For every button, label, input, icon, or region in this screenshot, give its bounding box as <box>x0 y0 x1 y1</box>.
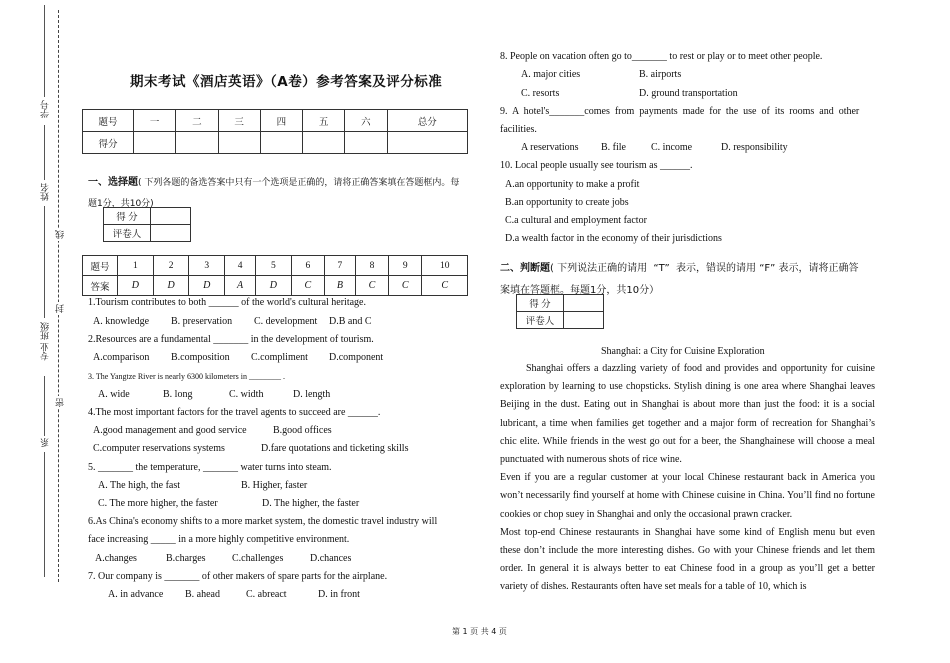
score-cell <box>260 132 302 154</box>
option: B. airports <box>639 69 682 80</box>
score-cell <box>303 132 345 154</box>
section2-instruction-cont: 案填在答题框。每题1分，共10分） <box>500 285 660 296</box>
question-number-cell: 10 <box>422 256 468 276</box>
option: D. responsibility <box>721 142 788 153</box>
option: A. wide <box>98 389 130 400</box>
option: B.charges <box>166 553 206 564</box>
option: D. ground transportation <box>639 88 738 99</box>
page-footer: 第 1 页 共 4 页 <box>452 627 507 636</box>
section2-title: 二、判断题 <box>500 263 550 274</box>
grader-label-score: 得 分 <box>517 295 564 312</box>
option: A.comparison <box>93 352 150 363</box>
answer-cell: A <box>225 276 256 296</box>
passage-paragraph: Shanghai offers a dazzling variety of food and provides and opportunity for cuisine exploration by learning to use chopsticks. Stylish dining is one area where Shanghai leaves Beijing in the dust. Eating out in Shanghai is about more than just the food: it is a social lubricant, a time when families get together and a major form of recreation for Shanghai’s chic elite. While friends in the west go out for a beer, the Shanghainese will choose a meal punctuated with numerous shots of rice wine. <box>500 363 875 466</box>
option: B. preservation <box>171 316 233 327</box>
question-number-cell: 1 <box>118 256 154 276</box>
option: D. The higher, the faster <box>262 498 360 509</box>
answer-cell: D <box>256 276 292 296</box>
gutter-rule <box>44 376 45 436</box>
gutter-label-name: 姓名 <box>40 183 50 201</box>
section2-heading <box>500 259 859 274</box>
answer-cell: C <box>389 276 422 296</box>
question-stem: 10. Local people usually see tourism as ______. <box>500 160 693 171</box>
score-header-cell: 二 <box>176 110 218 132</box>
option: D.B and C <box>329 316 372 327</box>
question-number-cell: 7 <box>325 256 356 276</box>
score-header-cell: 一 <box>134 110 176 132</box>
gutter-label-student-id: 学号 <box>40 100 50 118</box>
question-number-cell: 9 <box>389 256 422 276</box>
seal-char-secret: 密 <box>55 398 65 407</box>
answer-cell: D <box>153 276 189 296</box>
question-stem: 4.The most important factors for the travel agents to succeed are ______. <box>88 407 381 418</box>
option: C. The more higher, the faster <box>98 498 218 509</box>
section2-instruction: ( 下列说法正确的请用 “T” 表示，错误的请用 “F” 表示，请将正确答 <box>550 263 859 274</box>
grader-cell <box>564 295 604 312</box>
option: C. resorts <box>521 88 560 99</box>
option: C.computer reservations systems <box>93 443 225 454</box>
question-stem: 2.Resources are a fundamental _______ in the development of tourism. <box>88 334 374 345</box>
option: D.chances <box>310 553 352 564</box>
option: A. in advance <box>108 589 164 600</box>
question-stem-cont: facilities. <box>500 124 537 135</box>
section1-title: 一、选择题 <box>88 177 138 188</box>
score-cell <box>176 132 218 154</box>
score-cell <box>218 132 260 154</box>
question-stem: 7. Our company is _______ of other makers of spare parts for the airplane. <box>88 571 388 582</box>
section1-instruction: ( 下列各题的备选答案中只有一个选项是正确的，请将正确答案填在答题框内。每题1分，共10分) <box>88 178 460 209</box>
grader-label-score: 得 分 <box>104 208 151 225</box>
score-header-cell: 五 <box>303 110 345 132</box>
answer-cell: D <box>118 276 154 296</box>
seal-char-line: 线 <box>55 230 65 239</box>
option: A. The high, the fast <box>98 480 181 491</box>
option: A.good management and good service <box>93 425 247 436</box>
score-header-cell: 总分 <box>387 110 468 132</box>
answer-cell: B <box>325 276 356 296</box>
gutter-rule <box>44 206 45 318</box>
passage-title: Shanghai: a City for Cuisine Exploration <box>601 346 765 357</box>
score-header-cell: 六 <box>345 110 387 132</box>
score-header-cell: 三 <box>218 110 260 132</box>
question-number-cell: 3 <box>189 256 225 276</box>
question-stem: 9. A hotel's_______comes from payments made for the use of its rooms and other <box>500 106 860 117</box>
option: C.a cultural and employment factor <box>505 215 647 226</box>
option: D. in front <box>318 589 360 600</box>
option: C.challenges <box>232 553 284 564</box>
question-stem: 3. The Yangtze River is nearly 6300 kilometers in ________ . <box>88 372 285 381</box>
option: B. Higher, faster <box>241 480 308 491</box>
gutter-label-major-class: 专业 班级 <box>40 322 50 361</box>
option: A.changes <box>95 553 137 564</box>
score-table-header-row <box>83 110 468 132</box>
score-header-cell: 四 <box>260 110 302 132</box>
option: A.an opportunity to make a profit <box>505 179 640 190</box>
answer-cell: D <box>189 276 225 296</box>
option: C. income <box>651 142 693 153</box>
option: C.compliment <box>251 352 308 363</box>
gutter-rule <box>44 5 45 97</box>
grader-cell <box>564 312 604 329</box>
option: D. length <box>293 389 331 400</box>
answer-number-row <box>83 256 468 276</box>
question-number-cell: 6 <box>291 256 324 276</box>
option: B. ahead <box>185 589 220 600</box>
answer-cell: C <box>422 276 468 296</box>
gutter-rule <box>44 125 45 180</box>
grader-label-marker: 评卷人 <box>104 225 151 242</box>
cut-line <box>58 10 59 582</box>
grader-table-1 <box>103 207 191 242</box>
answer-cell: C <box>291 276 324 296</box>
question-stem: 1.Tourism contributes to both ______ of the world's cultural heritage. <box>88 297 366 308</box>
gutter-rule <box>44 452 45 577</box>
score-cell <box>387 132 468 154</box>
score-header-cell: 题号 <box>83 110 134 132</box>
grader-table-2 <box>516 294 604 329</box>
score-table-score-row <box>83 132 468 154</box>
question-number-cell: 4 <box>225 256 256 276</box>
gutter-label-department: 系 <box>40 438 50 447</box>
option: D.component <box>329 352 384 363</box>
score-cell <box>134 132 176 154</box>
option: B.an opportunity to create jobs <box>505 197 629 208</box>
passage-paragraph: Even if you are a regular customer at your local Chinese restaurant back in America you won’t necessarily find yourself at home with Chinese cuisine in China. You’ll find no fortune cookies or chop suey in Shanghai and only the occasional prawn cracker. <box>500 472 875 520</box>
passage-body <box>500 360 875 597</box>
answer-table <box>82 255 468 296</box>
page-title: 期末考试《酒店英语》（A卷）参考答案及评分标准 <box>130 74 443 90</box>
score-cell <box>345 132 387 154</box>
answer-row-label: 题号 <box>83 256 118 276</box>
option: B.composition <box>171 352 230 363</box>
option: D.a wealth factor in the economy of their jurisdictions <box>505 233 722 244</box>
answer-cell: C <box>355 276 388 296</box>
grader-label-marker: 评卷人 <box>517 312 564 329</box>
option: A. knowledge <box>93 316 150 327</box>
passage-paragraph: Most top-end Chinese restaurants in Shanghai have some kind of English menu but even these don’t include the more interesting dishes. Go with your Chinese friends and let them order. In general it is always better to eat Chinese food in a group as you’ll get a better variety of dishes. Restaurants often have set meals for a table of 10, which is <box>500 526 875 593</box>
grader-cell <box>151 225 191 242</box>
option: B.good offices <box>273 425 332 436</box>
question-number-cell: 8 <box>355 256 388 276</box>
question-number-cell: 5 <box>256 256 292 276</box>
answer-row-label: 答案 <box>83 276 118 296</box>
option: C. abreact <box>246 589 287 600</box>
question-number-cell: 2 <box>153 256 189 276</box>
question-stem: 5. _______ the temperature, _______ water turns into steam. <box>88 462 332 473</box>
option: C. development <box>254 316 318 327</box>
score-table <box>82 109 468 154</box>
seal-char-seal: 封 <box>55 304 65 313</box>
question-stem: 8. People on vacation often go to_______ to rest or play or to meet other people. <box>500 51 823 62</box>
option: B. long <box>163 389 193 400</box>
option: C. width <box>229 389 264 400</box>
option: D.fare quotations and ticketing skills <box>261 443 409 454</box>
option: B. file <box>601 142 626 153</box>
question-stem: 6.As China's economy shifts to a more market system, the domestic travel industry will <box>88 516 438 527</box>
question-stem-cont: face increasing _____ in a more highly competitive environment. <box>88 534 350 545</box>
option: A. major cities <box>521 69 581 80</box>
score-row-label: 得分 <box>83 132 134 154</box>
grader-cell <box>151 208 191 225</box>
answer-value-row <box>83 276 468 296</box>
option: A reservations <box>521 142 579 153</box>
